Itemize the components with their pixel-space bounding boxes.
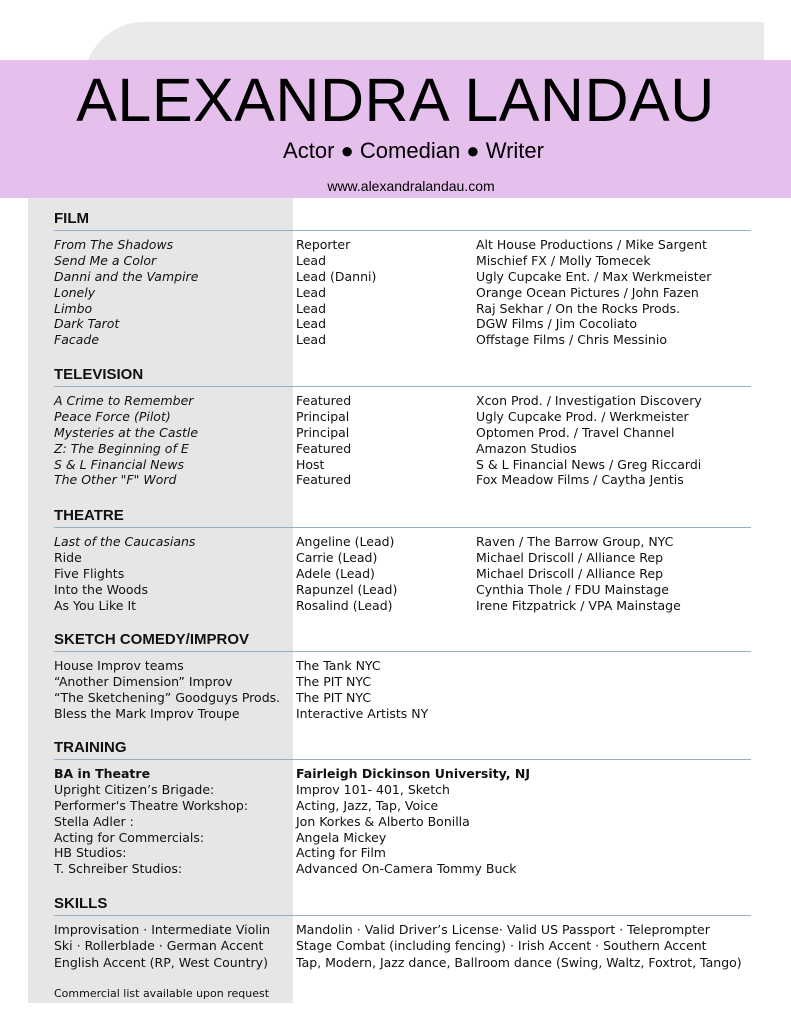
section-divider — [54, 527, 751, 528]
credit-title: S & L Financial News — [54, 456, 184, 472]
training-detail: Improv 101- 401, Sketch — [296, 781, 450, 797]
credit-title: “Another Dimension” Improv — [54, 673, 233, 689]
credit-title: Ride — [54, 549, 82, 565]
training-school: T. Schreiber Studios: — [54, 861, 183, 877]
credit-title: Peace Force (Pilot) — [54, 408, 171, 424]
credit-role: Lead — [296, 252, 327, 268]
credit-row — [54, 658, 751, 674]
training-school: Stella Adler : — [54, 813, 134, 829]
credit-role: Rosalind (Lead) — [296, 597, 393, 613]
credit-row — [54, 472, 751, 488]
section-title: SKETCH COMEDY/IMPROV — [54, 631, 250, 648]
section-film — [54, 210, 751, 348]
credit-title: A Crime to Remember — [54, 393, 194, 408]
credit-role: Featured — [296, 393, 352, 408]
training-row — [54, 830, 751, 846]
section-divider — [54, 386, 751, 387]
credit-title: Into the Woods — [54, 581, 148, 597]
section-title: TRAINING — [54, 739, 127, 756]
credit-company: Xcon Prod. / Investigation Discovery — [476, 393, 702, 408]
training-row — [54, 766, 751, 782]
credit-company: Raj Sekhar / On the Rocks Prods. — [476, 300, 681, 316]
footnote: Commercial list available upon request — [54, 987, 270, 1000]
credit-venue: The PIT NYC — [296, 673, 372, 689]
training-school: Upright Citizen’s Brigade: — [54, 781, 215, 797]
credit-role: Featured — [296, 440, 352, 456]
credit-title: The Other "F" Word — [54, 472, 177, 488]
credit-venue: The PIT NYC — [296, 689, 372, 705]
skills-right: Stage Combat (including fencing) · Irish Accent · Southern Accent — [296, 938, 707, 954]
section-divider — [54, 759, 751, 760]
credit-company: Cynthia Thole / FDU Mainstage — [476, 581, 669, 597]
credit-title: Mysteries at the Castle — [54, 424, 199, 440]
credit-row — [54, 566, 751, 582]
credit-role: Lead (Danni) — [296, 268, 377, 284]
section-sketch-comedy — [54, 631, 751, 722]
section-divider — [54, 230, 751, 231]
credit-title: “The Sketchening” Goodguys Prods. — [54, 689, 281, 705]
credit-role: Principal — [296, 424, 350, 440]
training-school: HB Studios: — [54, 845, 127, 861]
section-title: FILM — [54, 210, 89, 227]
credit-row — [54, 534, 751, 550]
credit-company: Amazon Studios — [476, 440, 577, 456]
credit-company: Raven / The Barrow Group, NYC — [476, 534, 674, 549]
skills-list — [54, 922, 751, 971]
credit-row — [54, 301, 751, 317]
credit-row — [54, 332, 751, 348]
credit-row — [54, 269, 751, 285]
credit-row — [54, 457, 751, 473]
credit-row — [54, 690, 751, 706]
training-row — [54, 798, 751, 814]
training-school: Acting for Commercials: — [54, 829, 205, 845]
training-row — [54, 845, 751, 861]
training-row — [54, 861, 751, 877]
credit-row — [54, 582, 751, 598]
credit-row — [54, 550, 751, 566]
credit-company: Michael Driscoll / Alliance Rep — [476, 549, 664, 565]
credit-title: As You Like It — [54, 597, 137, 613]
section-television — [54, 366, 751, 488]
skills-left: Improvisation · Intermediate Violin — [54, 922, 271, 937]
credit-title: Facade — [54, 332, 100, 348]
credit-role: Host — [296, 456, 325, 472]
credit-company: Optomen Prod. / Travel Channel — [476, 424, 675, 440]
credit-company: Irene Fitzpatrick / VPA Mainstage — [476, 597, 681, 613]
credit-role: Reporter — [296, 237, 351, 252]
credit-row — [54, 237, 751, 253]
skills-right: Tap, Modern, Jazz dance, Ballroom dance (Swing, Waltz, Foxtrot, Tango) — [296, 954, 742, 970]
credit-title: House Improv teams — [54, 658, 184, 673]
credit-role: Featured — [296, 472, 352, 488]
credit-role: Adele (Lead) — [296, 565, 375, 581]
credit-row — [54, 441, 751, 457]
training-detail: Angela Mickey — [296, 829, 387, 845]
training-school: BA in Theatre — [54, 766, 151, 781]
training-detail: Acting for Film — [296, 845, 386, 861]
credit-role: Principal — [296, 408, 350, 424]
skills-row — [54, 938, 751, 954]
credit-title: Limbo — [54, 300, 93, 316]
actor-name: ALEXANDRA LANDAU — [76, 66, 715, 134]
credit-row — [54, 425, 751, 441]
credit-row — [54, 285, 751, 301]
skills-row — [54, 955, 751, 971]
training-school: Performer's Theatre Workshop: — [54, 797, 249, 813]
credit-role: Lead — [296, 332, 327, 348]
credit-title: From The Shadows — [54, 237, 174, 252]
credit-company: DGW Films / Jim Cocoliato — [476, 316, 638, 332]
credit-role: Lead — [296, 284, 327, 300]
credit-title: Last of the Caucasians — [54, 534, 196, 549]
training-detail: Fairleigh Dickinson University, NJ — [296, 766, 530, 781]
credit-venue: The Tank NYC — [296, 658, 381, 673]
television-credits — [54, 393, 751, 488]
section-title: THEATRE — [54, 507, 124, 524]
skills-right: Mandolin · Valid Driver’s License· Valid US Passport · Teleprompter — [296, 922, 710, 937]
credit-row — [54, 674, 751, 690]
section-divider — [54, 915, 751, 916]
credit-row — [54, 706, 751, 722]
website-link[interactable]: www.alexandralandau.com — [327, 178, 495, 194]
credit-venue: Interactive Artists NY — [296, 705, 429, 721]
training-detail: Acting, Jazz, Tap, Voice — [296, 797, 439, 813]
credit-role: Rapunzel (Lead) — [296, 581, 398, 597]
credit-company: Michael Driscoll / Alliance Rep — [476, 565, 664, 581]
credit-company: Fox Meadow Films / Caytha Jentis — [476, 472, 684, 488]
credit-row — [54, 393, 751, 409]
training-detail: Advanced On-Camera Tommy Buck — [296, 861, 517, 877]
section-title: TELEVISION — [54, 366, 144, 383]
section-divider — [54, 651, 751, 652]
credit-role: Angeline (Lead) — [296, 534, 395, 549]
section-training — [54, 739, 751, 877]
credit-company: Ugly Cupcake Ent. / Max Werkmeister — [476, 268, 712, 284]
training-detail: Jon Korkes & Alberto Bonilla — [296, 813, 470, 829]
credit-company: Mischief FX / Molly Tomecek — [476, 252, 651, 268]
credit-row — [54, 598, 751, 614]
tagline: Actor ● Comedian ● Writer — [283, 138, 544, 163]
skills-row — [54, 922, 751, 938]
credit-company: Alt House Productions / Mike Sargent — [476, 237, 707, 252]
section-skills — [54, 895, 751, 971]
training-row — [54, 782, 751, 798]
credit-title: Danni and the Vampire — [54, 268, 199, 284]
theatre-credits — [54, 534, 751, 613]
training-row — [54, 814, 751, 830]
credit-company: Orange Ocean Pictures / John Fazen — [476, 284, 699, 300]
section-title: SKILLS — [54, 895, 108, 912]
training-list — [54, 766, 751, 877]
credit-title: Dark Tarot — [54, 316, 120, 332]
credit-role: Lead — [296, 300, 327, 316]
film-credits — [54, 237, 751, 348]
skills-left: Ski · Rollerblade · German Accent — [54, 938, 264, 954]
credit-row — [54, 253, 751, 269]
credit-role: Carrie (Lead) — [296, 549, 378, 565]
credit-company: Offstage Films / Chris Messinio — [476, 332, 667, 348]
skills-left: English Accent (RP, West Country) — [54, 954, 268, 970]
credit-title: Z: The Beginning of E — [54, 440, 189, 456]
credit-row — [54, 409, 751, 425]
credit-company: S & L Financial News / Greg Riccardi — [476, 456, 702, 472]
credit-row — [54, 316, 751, 332]
credit-title: Bless the Mark Improv Troupe — [54, 705, 240, 721]
credit-title: Five Flights — [54, 565, 125, 581]
credit-title: Lonely — [54, 284, 96, 300]
credit-company: Ugly Cupcake Prod. / Werkmeister — [476, 408, 689, 424]
section-theatre — [54, 507, 751, 613]
credit-role: Lead — [296, 316, 327, 332]
credit-title: Send Me a Color — [54, 252, 157, 268]
improv-credits — [54, 658, 751, 722]
